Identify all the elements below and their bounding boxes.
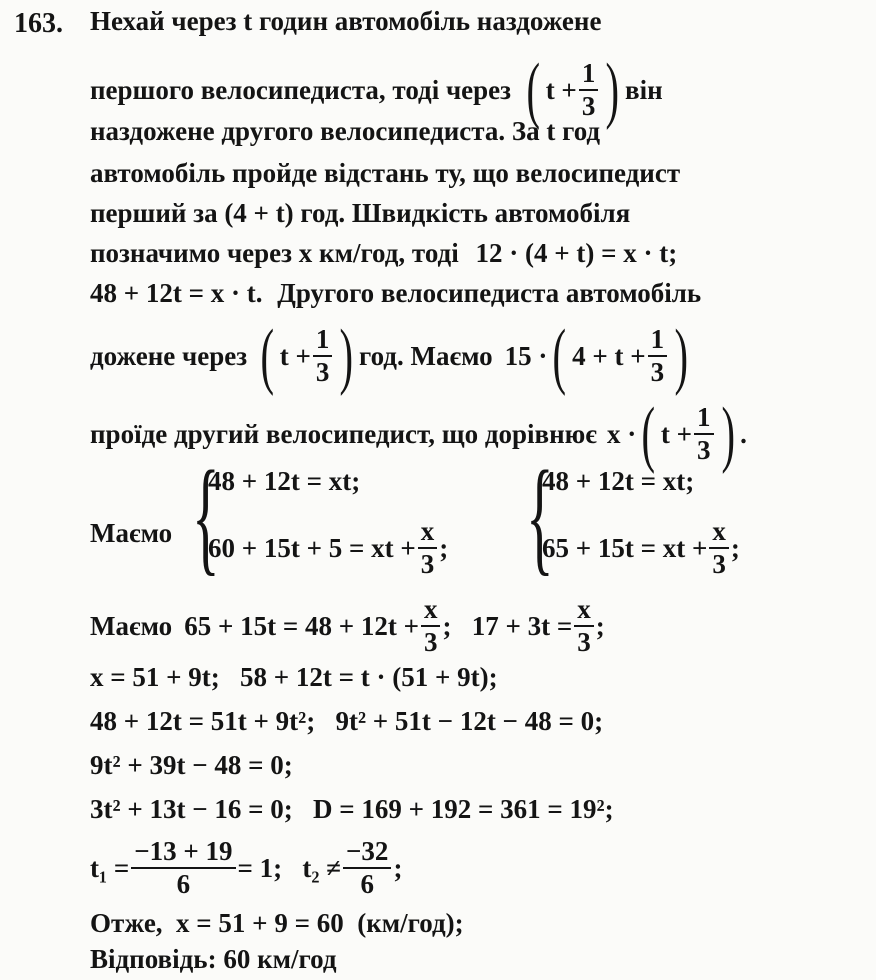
system-2-row-2-lhs: 65 + 15t = xt + [542, 532, 708, 563]
text-line-8 [90, 314, 694, 398]
system-1-row-1: 48 + 12t = xt; [208, 466, 361, 496]
text-line-1: Нехай через t годин автомобіль наздожене [90, 6, 602, 36]
text-line-2-a: першого велосипедиста, тоді через [90, 74, 512, 105]
fraction-one-third [694, 402, 714, 466]
denominator: 3 [712, 549, 726, 580]
text-line-6 [90, 240, 677, 267]
frac-prefix: t + [545, 74, 577, 105]
paren-open: ( [552, 314, 567, 397]
denominator: 3 [581, 91, 596, 121]
text-line-8-b: год. Маємо [359, 340, 493, 371]
frac-prefix: 4 + t + [572, 340, 646, 371]
semicolon: ; [439, 532, 449, 563]
solution-line-6 [90, 836, 402, 900]
text-line-8-a: дожене через [90, 340, 248, 371]
semicolon: ; [730, 532, 740, 563]
numerator: x [709, 516, 729, 549]
semicolon: ; [595, 610, 605, 641]
equation-7: 48 + 12t = x · t. [90, 278, 263, 308]
text-line-9 [90, 392, 747, 476]
problem-number: 163. [14, 8, 63, 39]
denominator: 6 [360, 869, 374, 900]
denominator: 3 [650, 357, 665, 387]
text-line-7 [90, 280, 701, 307]
numerator: 1 [579, 58, 599, 91]
numerator: x [421, 594, 441, 627]
numerator: 1 [694, 402, 714, 435]
denominator: 3 [315, 357, 330, 387]
denominator: 6 [176, 869, 191, 900]
period: . [740, 418, 747, 449]
fraction-t2 [343, 836, 391, 900]
numerator: −13 + 19 [131, 836, 235, 869]
paren-open: ( [260, 314, 275, 397]
system-1-row-2 [208, 516, 448, 580]
text-line-2-b: він [624, 74, 663, 105]
solution-line-5: 3t² + 13t − 16 = 0; D = 169 + 192 = 361 = 19²; [90, 794, 614, 824]
paren-close: ) [674, 314, 689, 397]
denominator: 3 [420, 549, 435, 580]
text-line-5: перший за (4 + t) год. Швидкість автомобіля [90, 198, 631, 228]
denominator: 3 [423, 627, 438, 658]
conclusion-line: Отже, x = 51 + 9 = 60 (км/год); [90, 908, 464, 938]
left-brace: { [192, 445, 220, 587]
frac-prefix: t + [660, 418, 692, 449]
fraction-one-third [579, 58, 599, 122]
paren-close: ) [605, 48, 620, 131]
text-line-8-c: 15 · [504, 340, 548, 371]
semicolon: ; [393, 852, 403, 883]
t1-label: t₁ = [90, 852, 130, 883]
fraction-x-third [418, 516, 438, 580]
system-2-row-2 [542, 516, 740, 580]
system-2-row-1: 48 + 12t = xt; [542, 466, 695, 496]
paren-close: ) [721, 392, 735, 475]
numerator: 1 [313, 324, 333, 357]
text-line-4: автомобіль пройде відстань ту, що велосипедист [90, 158, 681, 188]
fraction-x-third [574, 594, 594, 658]
text-line-3: наздожене другого велосипедиста. За t год [90, 116, 601, 146]
text-line-9-a: проїде другий велосипедист, що дорівнює [90, 418, 597, 449]
solution-line-1-a: 65 + 15t = 48 + 12t + [184, 610, 419, 641]
fraction-x-third [709, 516, 729, 580]
frac-prefix: t + [279, 340, 311, 371]
equation-6: 12 · (4 + t) = x · t; [475, 238, 678, 268]
system-label: Маємо [90, 518, 173, 548]
text-line-7-b: Другого велосипедиста автомобіль [277, 278, 702, 308]
solution-line-6-mid: = 1; t₂ ≠ [237, 852, 342, 883]
numerator: 1 [648, 324, 668, 357]
solution-line-2: x = 51 + 9t; 58 + 12t = t · (51 + 9t); [90, 662, 498, 692]
numerator: −32 [343, 836, 391, 869]
numerator: x [574, 594, 594, 627]
answer-line: Відповідь: 60 км/год [90, 944, 337, 974]
denominator: 3 [697, 435, 711, 465]
solution-line-1 [90, 594, 605, 658]
paren-open: ( [641, 392, 656, 475]
solution-line-4: 9t² + 39t − 48 = 0; [90, 750, 293, 780]
text-line-6-a: позначимо через x км/год, тоді [90, 238, 459, 268]
denominator: 3 [577, 627, 591, 658]
fraction-one-third [313, 324, 333, 388]
paren-open: ( [526, 48, 541, 131]
fraction-x-third [421, 594, 441, 658]
solution-line-1-label: Маємо [90, 610, 173, 641]
system-1-row-2-lhs: 60 + 15t + 5 = xt + [208, 532, 416, 563]
solution-line-3: 48 + 12t = 51t + 9t²; 9t² + 51t − 12t − 48 = 0; [90, 706, 604, 736]
fraction-t1 [131, 836, 235, 900]
solution-line-1-b: ; 17 + 3t = [442, 610, 573, 641]
fraction-one-third [648, 324, 668, 388]
paren-close: ) [339, 314, 354, 397]
left-brace: { [526, 445, 554, 587]
text-line-9-b: x · [606, 418, 637, 449]
numerator: x [418, 516, 438, 549]
